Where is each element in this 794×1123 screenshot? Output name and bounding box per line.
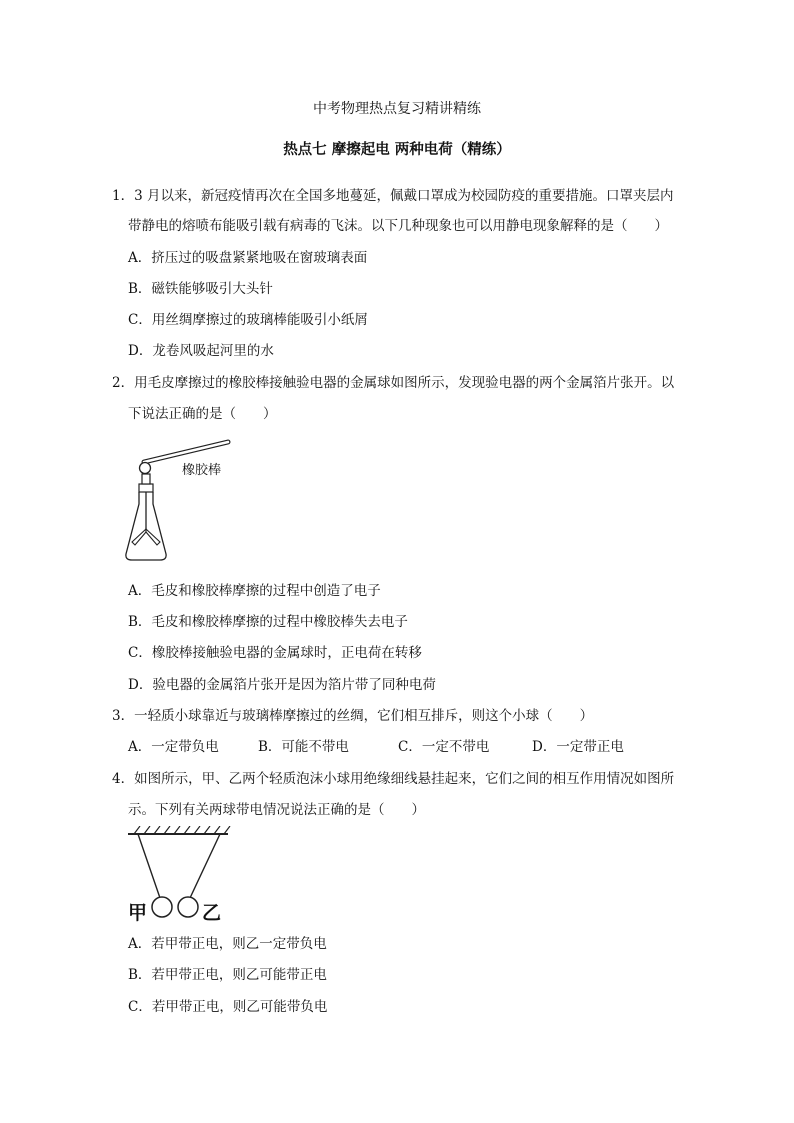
option-a: A．一定带负电: [128, 739, 219, 755]
hanging-balls-figure: [120, 826, 235, 926]
question-text-line: 带静电的熔喷布能吸引载有病毒的飞沫。以下几种现象也可以用静电现象解释的是（ ）: [128, 218, 668, 234]
question-number: 4．: [112, 771, 135, 787]
question-text-line: 如图所示，甲、乙两个轻质泡沫小球用绝缘细线悬挂起来，它们之间的相互作用情况如图所: [134, 771, 675, 787]
option-d: D．龙卷风吸起河里的水: [128, 343, 274, 359]
question-number: 1．: [112, 188, 135, 204]
option-d: D．验电器的金属箔片张开是因为箔片带了同种电荷: [128, 677, 436, 693]
question-text-line: 3 月以来，新冠疫情再次在全国多地蔓延，佩戴口罩成为校园防疫的重要措施。口罩夹层内: [134, 188, 674, 204]
ball-yi-label: 乙: [202, 902, 222, 924]
option-c: C．若甲带正电，则乙可能带负电: [128, 999, 328, 1015]
option-c: C．橡胶棒接触验电器的金属球时，正电荷在转移: [128, 645, 422, 661]
option-b: B．磁铁能够吸引大头针: [128, 281, 273, 297]
question-number: 2．: [112, 375, 135, 391]
question-text-line: 下说法正确的是（ ）: [128, 406, 277, 422]
ball-jia-label: 甲: [128, 902, 148, 924]
option-a: A．若甲带正电，则乙一定带负电: [128, 936, 327, 952]
question-text-line: 一轻质小球靠近与玻璃棒摩擦过的丝绸，它们相互排斥，则这个小球（ ）: [134, 708, 594, 724]
electroscope-figure: [120, 432, 240, 567]
option-a: A．挤压过的吸盘紧紧地吸在窗玻璃表面: [128, 250, 368, 266]
option-b: B．毛皮和橡胶棒摩擦的过程中橡胶棒失去电子: [128, 614, 408, 630]
question-text-line: 用毛皮摩擦过的橡胶棒接触验电器的金属球如图所示，发现验电器的两个金属箔片张开。以: [134, 375, 675, 391]
option-a: A．毛皮和橡胶棒摩擦的过程中创造了电子: [128, 583, 381, 599]
option-b: B．若甲带正电，则乙可能带正电: [128, 967, 327, 983]
option-c: C．用丝绸摩擦过的玻璃棒能吸引小纸屑: [128, 312, 368, 328]
question-text-line: 示。下列有关两球带电情况说法正确的是（ ）: [128, 802, 425, 818]
page-subtitle: 热点七 摩擦起电 两种电荷（精练）: [283, 141, 511, 158]
page-title: 中考物理热点复习精讲精练: [313, 101, 481, 117]
rubber-rod-label: 橡胶棒: [182, 463, 222, 478]
option-d: D．一定带正电: [532, 739, 624, 755]
question-number: 3．: [112, 708, 135, 724]
option-b: B．可能不带电: [258, 739, 349, 755]
option-c: C．一定不带电: [398, 739, 490, 755]
